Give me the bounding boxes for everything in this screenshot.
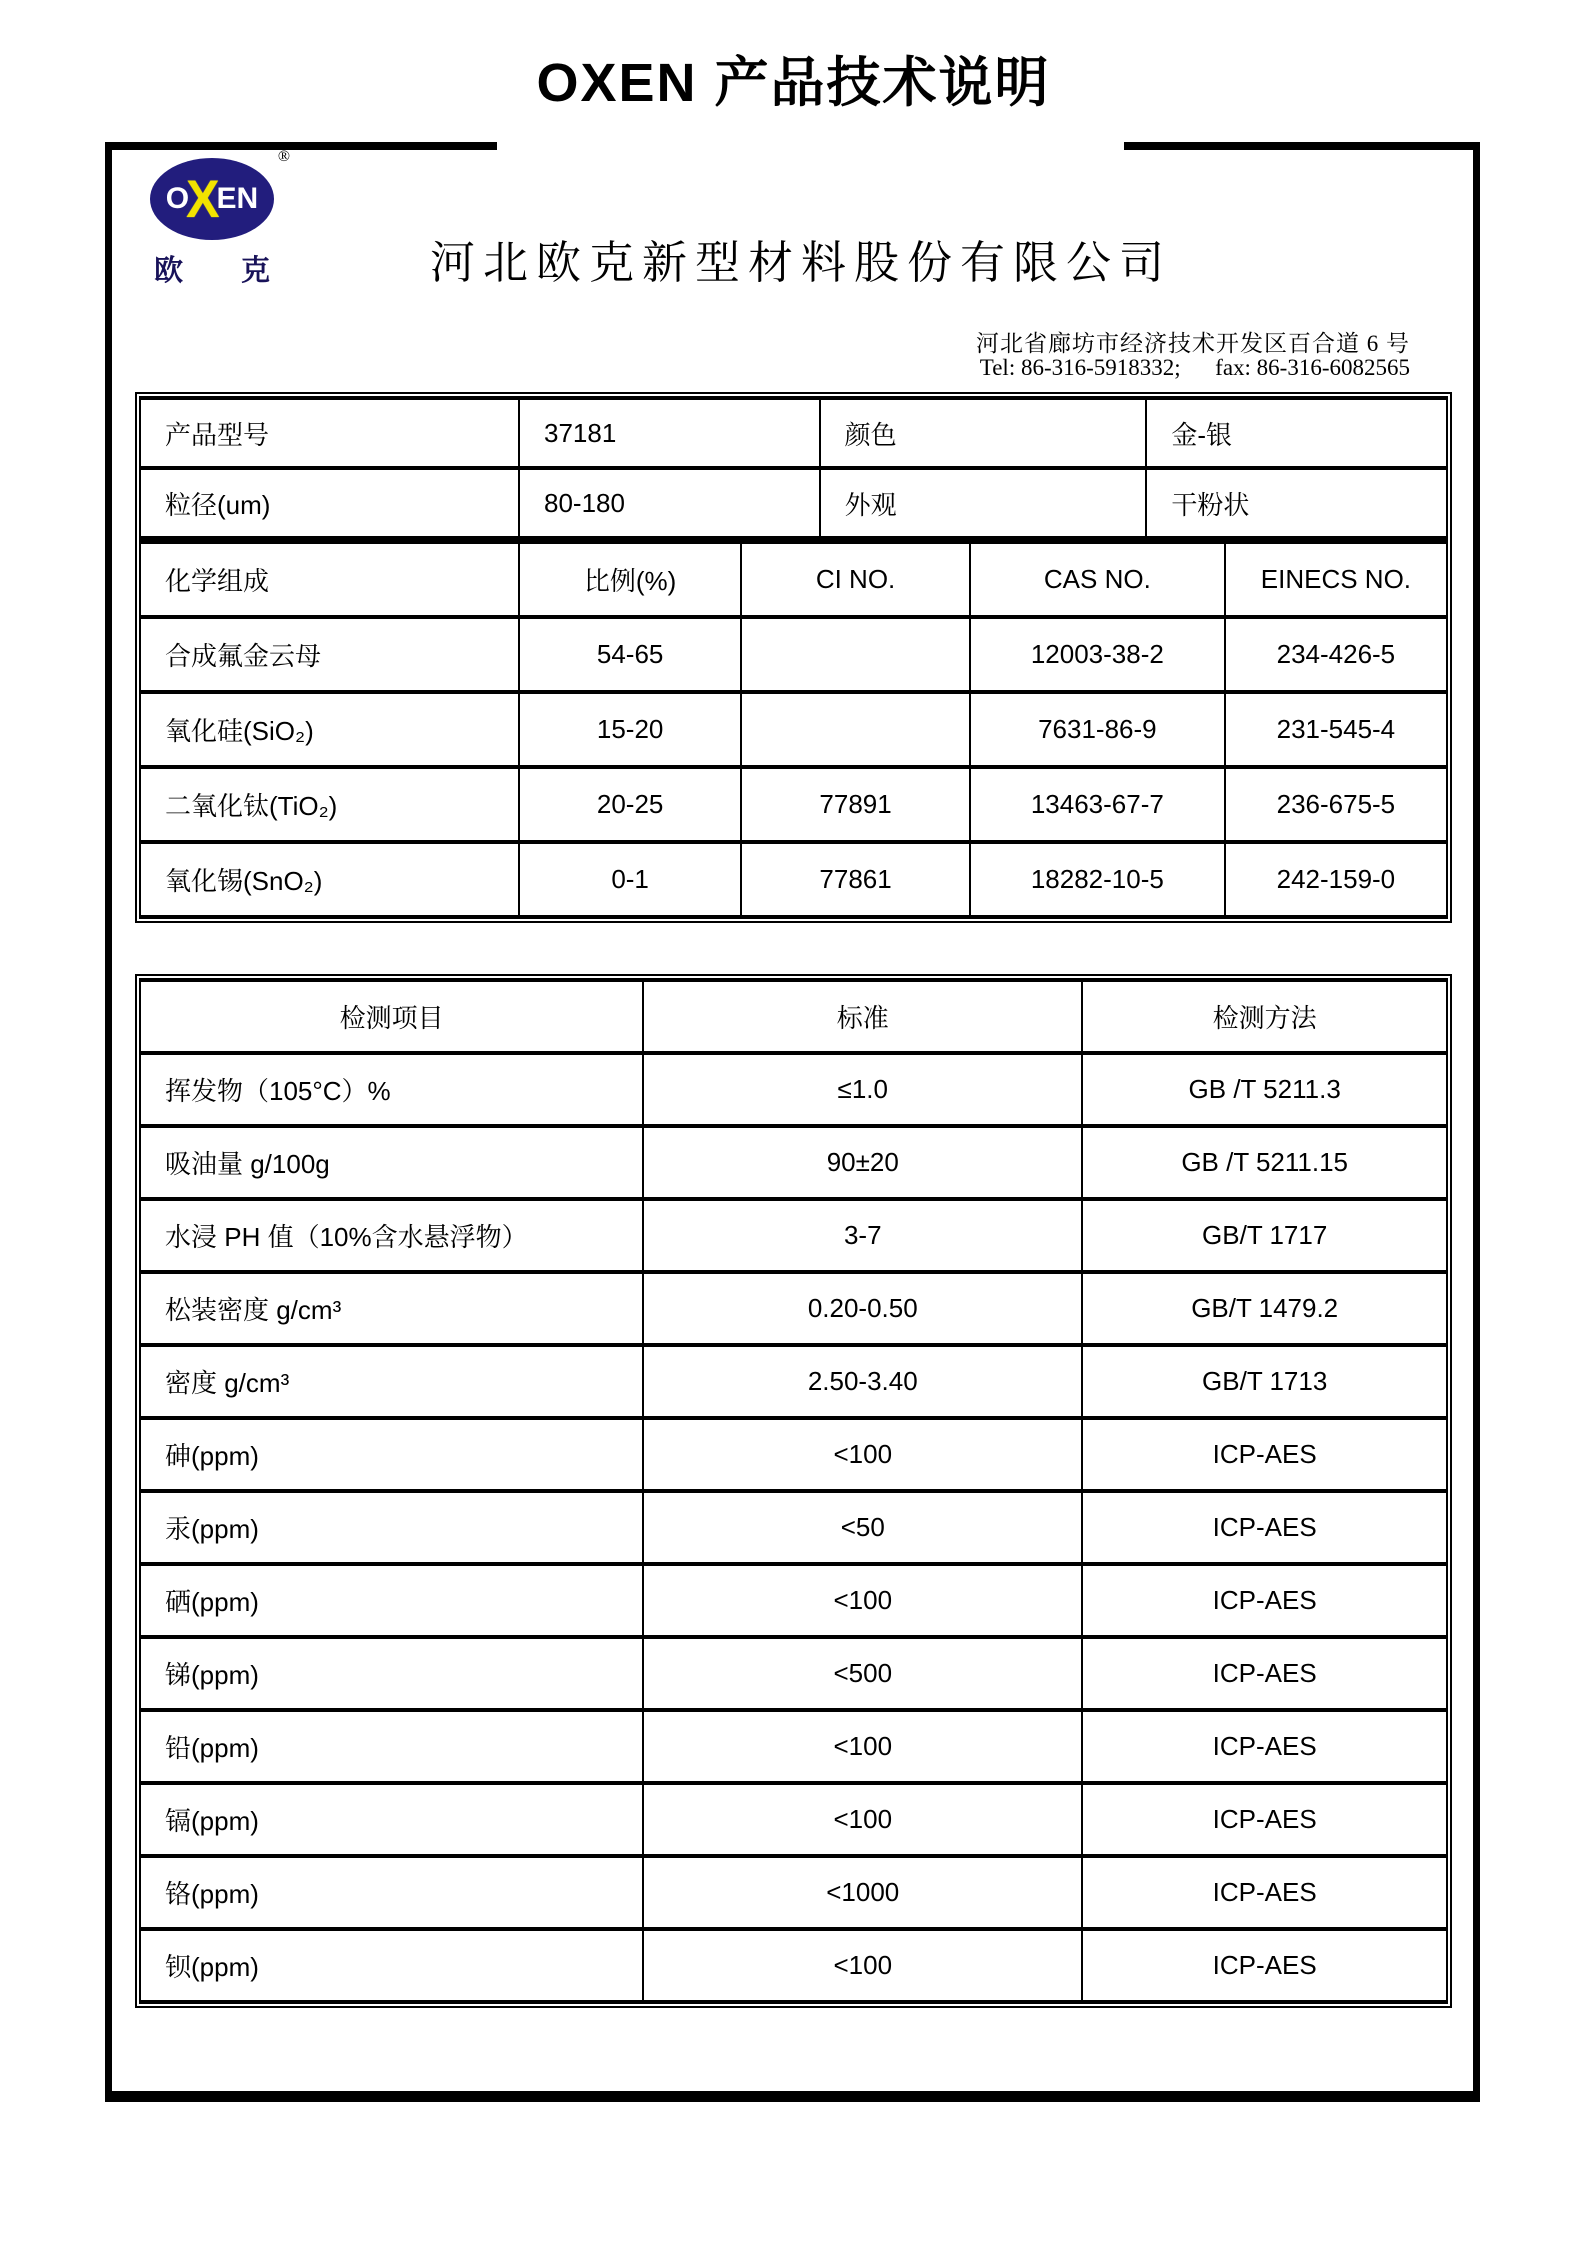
test-item: 水浸 PH 值（10%含水悬浮物） (140, 1199, 643, 1272)
oxen-logo-wordmark (165, 169, 259, 229)
product-model-value: 37181 (519, 398, 820, 468)
test-method: ICP-AES (1082, 1564, 1447, 1637)
test-item: 砷(ppm) (140, 1418, 643, 1491)
cas-no-value: 18282-10-5 (970, 842, 1225, 917)
test-method: ICP-AES (1082, 1637, 1447, 1710)
composition-row (140, 767, 1447, 842)
einecs-no-value: 234-426-5 (1225, 617, 1447, 692)
test-row (140, 1929, 1447, 2002)
appearance-label: 外观 (820, 468, 1147, 538)
test-row (140, 1053, 1447, 1126)
test-item: 镉(ppm) (140, 1783, 643, 1856)
table-row (140, 398, 1447, 468)
test-method: GB /T 5211.3 (1082, 1053, 1447, 1126)
test-standard: 2.50-3.40 (643, 1345, 1082, 1418)
test-item: 吸油量 g/100g (140, 1126, 643, 1199)
test-method: ICP-AES (1082, 1491, 1447, 1564)
test-standard: <100 (643, 1783, 1082, 1856)
column-header: 检测项目 (140, 980, 643, 1053)
ratio-value: 15-20 (519, 692, 741, 767)
einecs-no-value: 236-675-5 (1225, 767, 1447, 842)
test-row (140, 1126, 1447, 1199)
column-header: 比例(%) (519, 542, 741, 617)
company-address: 河北省廊坊市经济技术开发区百合道 6 号 (976, 331, 1410, 356)
test-row (140, 1783, 1447, 1856)
column-header: 检测方法 (1082, 980, 1447, 1053)
test-method: ICP-AES (1082, 1929, 1447, 2002)
test-row (140, 1345, 1447, 1418)
test-standards-table (135, 974, 1452, 2008)
column-header: EINECS NO. (1225, 542, 1447, 617)
test-table (139, 978, 1448, 2004)
test-row (140, 1710, 1447, 1783)
test-method: ICP-AES (1082, 1783, 1447, 1856)
ratio-value: 20-25 (519, 767, 741, 842)
einecs-no-value: 242-159-0 (1225, 842, 1447, 917)
component-name: 二氧化钛(TiO₂) (140, 767, 519, 842)
test-standard: <1000 (643, 1856, 1082, 1929)
oxen-logo (150, 148, 290, 289)
test-row (140, 1564, 1447, 1637)
color-value: 金-银 (1146, 398, 1447, 468)
page-title: OXEN 产品技术说明 (536, 53, 1051, 113)
logo-star-x-icon: X (186, 169, 220, 229)
test-method: GB/T 1479.2 (1082, 1272, 1447, 1345)
composition-row (140, 692, 1447, 767)
test-standard: <50 (643, 1491, 1082, 1564)
column-header: 化学组成 (140, 542, 519, 617)
test-standard: <100 (643, 1710, 1082, 1783)
product-spec-table (135, 392, 1452, 923)
test-standard: <500 (643, 1637, 1082, 1710)
test-row (140, 1418, 1447, 1491)
ratio-value: 54-65 (519, 617, 741, 692)
test-method: ICP-AES (1082, 1710, 1447, 1783)
ci-no-value: 77891 (741, 767, 970, 842)
composition-table (139, 540, 1448, 919)
ci-no-value: 77861 (741, 842, 970, 917)
test-standard: 0.20-0.50 (643, 1272, 1082, 1345)
test-item: 铅(ppm) (140, 1710, 643, 1783)
test-standard: 3-7 (643, 1199, 1082, 1272)
company-name: 河北欧克新型材料股份有限公司 (430, 238, 1173, 288)
appearance-value: 干粉状 (1146, 468, 1447, 538)
test-item: 密度 g/cm³ (140, 1345, 643, 1418)
test-item: 汞(ppm) (140, 1491, 643, 1564)
logo-caption-right: 克 (240, 255, 270, 287)
table-row (140, 468, 1447, 538)
component-name: 氧化硅(SiO₂) (140, 692, 519, 767)
cas-no-value: 7631-86-9 (970, 692, 1225, 767)
test-standard: <100 (643, 1929, 1082, 2002)
test-method: GB/T 1713 (1082, 1345, 1447, 1418)
product-info-table (139, 396, 1448, 540)
test-item: 松装密度 g/cm³ (140, 1272, 643, 1345)
composition-row (140, 617, 1447, 692)
product-model-label: 产品型号 (140, 398, 519, 468)
logo-caption-left: 欧 (154, 255, 184, 287)
oxen-logo-ellipse (150, 148, 290, 240)
ratio-value: 0-1 (519, 842, 741, 917)
test-standard: <100 (643, 1418, 1082, 1491)
test-method: GB/T 1717 (1082, 1199, 1447, 1272)
test-method: ICP-AES (1082, 1418, 1447, 1491)
test-item: 钡(ppm) (140, 1929, 643, 2002)
test-row (140, 1272, 1447, 1345)
test-standard: 90±20 (643, 1126, 1082, 1199)
logo-letters-en: EN (216, 182, 259, 215)
test-standard: ≤1.0 (643, 1053, 1082, 1126)
einecs-no-value: 231-545-4 (1225, 692, 1447, 767)
column-header: 标准 (643, 980, 1082, 1053)
component-name: 氧化锡(SnO₂) (140, 842, 519, 917)
test-method: GB /T 5211.15 (1082, 1126, 1447, 1199)
component-name: 合成氟金云母 (140, 617, 519, 692)
test-item: 锑(ppm) (140, 1637, 643, 1710)
test-row (140, 1637, 1447, 1710)
test-row (140, 1491, 1447, 1564)
ci-no-value (741, 617, 970, 692)
column-header: CI NO. (741, 542, 970, 617)
test-item: 铬(ppm) (140, 1856, 643, 1929)
cas-no-value: 13463-67-7 (970, 767, 1225, 842)
particle-size-label: 粒径(um) (140, 468, 519, 538)
test-row (140, 1856, 1447, 1929)
logo-letter-o: O (165, 182, 190, 215)
column-header: CAS NO. (970, 542, 1225, 617)
test-row (140, 1199, 1447, 1272)
composition-header-row (140, 542, 1447, 617)
test-item: 硒(ppm) (140, 1564, 643, 1637)
test-method: ICP-AES (1082, 1856, 1447, 1929)
test-standard: <100 (643, 1564, 1082, 1637)
composition-row (140, 842, 1447, 917)
test-header-row (140, 980, 1447, 1053)
company-contact: Tel: 86-316-5918332; fax: 86-316-6082565 (979, 355, 1410, 380)
color-label: 颜色 (820, 398, 1147, 468)
logo-caption (154, 248, 270, 289)
particle-size-value: 80-180 (519, 468, 820, 538)
registered-trademark-icon: ® (277, 148, 290, 165)
test-item: 挥发物（105°C）% (140, 1053, 643, 1126)
ci-no-value (741, 692, 970, 767)
cas-no-value: 12003-38-2 (970, 617, 1225, 692)
